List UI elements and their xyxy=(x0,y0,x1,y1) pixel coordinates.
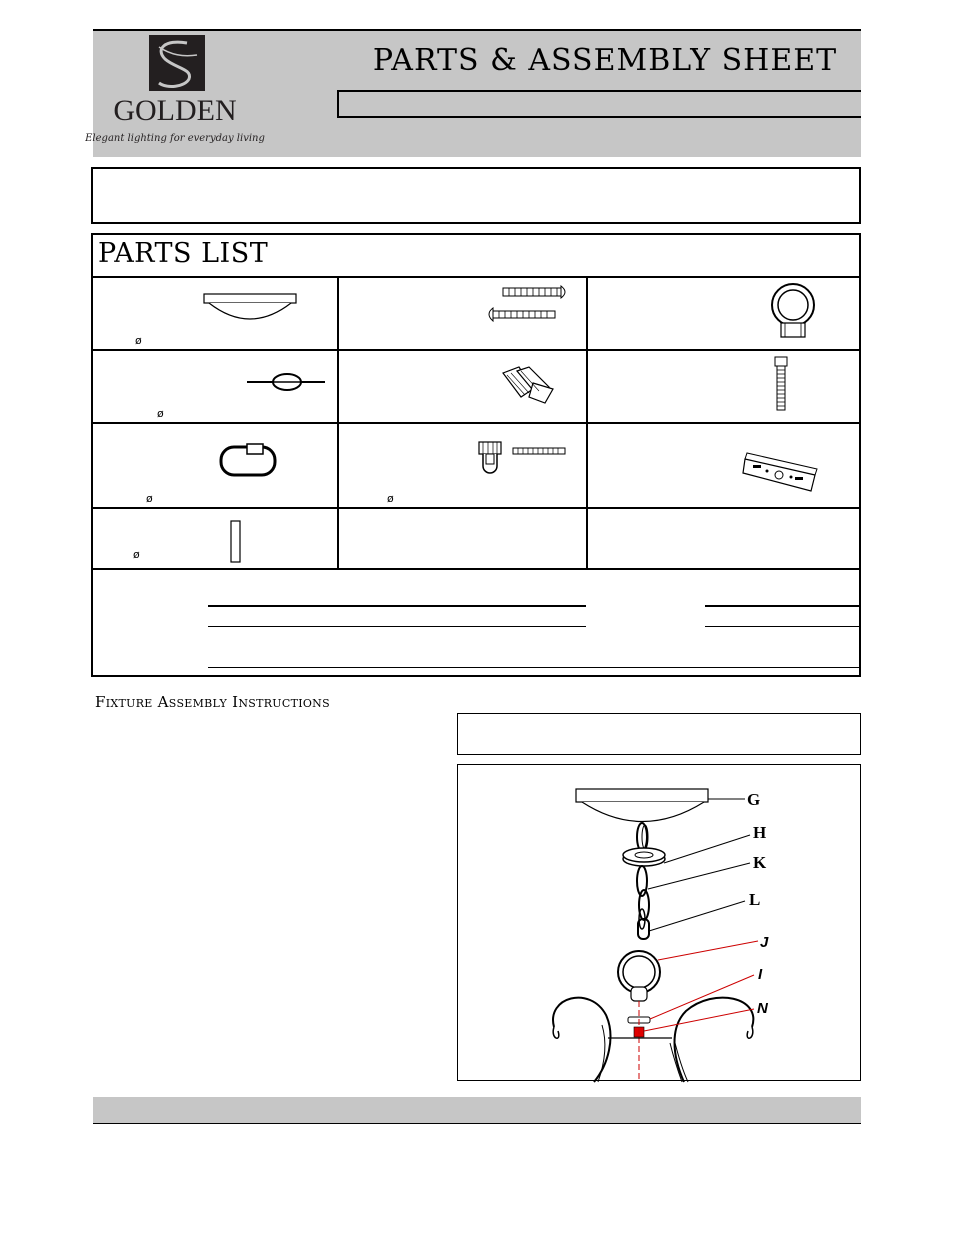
chain-link-icon xyxy=(243,370,333,394)
label-n: N xyxy=(757,1000,768,1017)
parts-list-table xyxy=(91,233,861,677)
column-divider xyxy=(337,276,339,568)
label-g: G xyxy=(747,790,761,809)
row-divider xyxy=(93,276,859,278)
label-h: H xyxy=(753,823,767,842)
description-box xyxy=(91,167,861,224)
screws-icon xyxy=(485,285,571,327)
label-k: K xyxy=(753,853,767,872)
golden-logo xyxy=(85,33,265,155)
row-divider xyxy=(93,507,859,509)
logo-wordmark: GOLDEN xyxy=(113,94,237,127)
page-title: PARTS & ASSEMBLY SHEET xyxy=(372,43,838,78)
quick-link-icon xyxy=(217,440,279,480)
swivel-hook-icon xyxy=(475,440,567,486)
footer-bar xyxy=(93,1097,861,1124)
label-j: J xyxy=(760,934,769,951)
logo-tagline: Elegant lighting for everyday living xyxy=(85,133,265,144)
assembly-diagram xyxy=(457,764,861,1081)
diagram-canopy xyxy=(576,789,708,802)
threaded-nipple-icon xyxy=(769,355,793,413)
diameter-symbol: ø xyxy=(133,548,140,561)
ring-loop-icon xyxy=(765,281,823,343)
parts-list-heading: PARTS LIST xyxy=(98,238,269,269)
note-box xyxy=(457,713,861,755)
blank-line xyxy=(705,626,859,627)
crossbar-icon xyxy=(741,445,819,495)
diameter-symbol: ø xyxy=(146,492,153,505)
blank-line xyxy=(208,667,859,668)
blank-line xyxy=(208,605,586,607)
row-divider xyxy=(93,422,859,424)
model-number-field xyxy=(337,90,861,118)
blank-line xyxy=(705,605,859,607)
diameter-symbol: ø xyxy=(387,492,394,505)
pipe-icon xyxy=(229,519,243,565)
wire-nuts-icon xyxy=(499,363,559,407)
header-bar xyxy=(85,29,861,157)
label-l: L xyxy=(749,890,761,909)
diameter-symbol: ø xyxy=(135,334,142,347)
diameter-symbol: ø xyxy=(157,407,164,420)
row-divider xyxy=(93,568,859,570)
assembly-instructions-heading: Fixture Assembly Instructions xyxy=(95,693,330,711)
label-i: I xyxy=(758,966,763,983)
column-divider xyxy=(586,276,588,568)
blank-line xyxy=(208,626,586,627)
row-divider xyxy=(93,349,859,351)
canopy-icon xyxy=(203,293,299,325)
